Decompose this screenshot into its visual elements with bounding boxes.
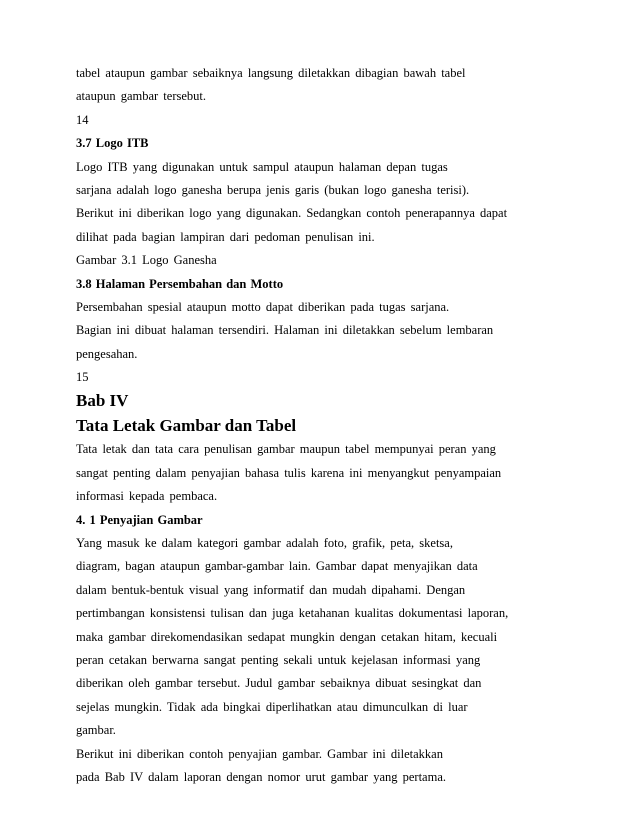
text-line: sarjana adalah logo ganesha berupa jenis garis (bukan logo ganesha terisi). <box>76 182 470 197</box>
text-line: ataupun gambar tersebut. <box>76 89 206 104</box>
section-heading: 4. 1 Penyajian Gambar <box>76 512 203 527</box>
text-line: pengesahan. <box>76 346 138 361</box>
text-line: dilihat pada bagian lampiran dari pedoman penulisan ini. <box>76 229 375 244</box>
text-line: gambar. <box>76 723 116 738</box>
text-line: sejelas mungkin. Tidak ada bingkai diperlihatkan atau dimunculkan di luar <box>76 699 468 714</box>
chapter-title: Tata Letak Gambar dan Tabel <box>76 415 297 435</box>
text-line: sangat penting dalam penyajian bahasa tulis karena ini menyangkut penyampaian <box>76 465 502 480</box>
text-line: diberikan oleh gambar tersebut. Judul gambar sebaiknya dibuat sesingkat dan <box>76 676 482 691</box>
figure-caption: Gambar 3.1 Logo Ganesha <box>76 253 217 268</box>
document-page <box>76 62 596 789</box>
text-line: Yang masuk ke dalam kategori gambar adalah foto, grafik, peta, sketsa, <box>76 536 453 551</box>
text-line: diagram, bagan ataupun gambar-gambar lain. Gambar dapat menyajikan data <box>76 559 478 574</box>
text-line: Berikut ini diberikan contoh penyajian gambar. Gambar ini diletakkan <box>76 746 443 761</box>
text-line: pada Bab IV dalam laporan dengan nomor urut gambar yang pertama. <box>76 769 446 784</box>
text-line: pertimbangan konsistensi tulisan dan juga ketahanan kualitas dokumentasi laporan, <box>76 606 509 621</box>
text-line: Bagian ini dibuat halaman tersendiri. Halaman ini diletakkan sebelum lembaran <box>76 323 494 338</box>
section-heading: 3.8 Halaman Persembahan dan Motto <box>76 276 284 291</box>
text-line: maka gambar direkomendasikan sedapat mungkin dengan cetakan hitam, kecuali <box>76 629 498 644</box>
page-number: 14 <box>76 112 89 127</box>
text-line: Tata letak dan tata cara penulisan gambar maupun tabel mempunyai peran yang <box>76 442 496 457</box>
text-line: dalam bentuk-bentuk visual yang informatif dan mudah dipahami. Dengan <box>76 582 466 597</box>
section-heading: 3.7 Logo ITB <box>76 136 149 151</box>
text-line: Logo ITB yang digunakan untuk sampul ataupun halaman depan tugas <box>76 159 448 174</box>
text-line: informasi kepada pembaca. <box>76 489 218 504</box>
text-line: peran cetakan berwarna sangat penting sekali untuk kejelasan informasi yang <box>76 652 481 667</box>
chapter-number: Bab IV <box>76 391 129 411</box>
text-line: Berikut ini diberikan logo yang digunakan. Sedangkan contoh penerapannya dapat <box>76 206 508 221</box>
page-number: 15 <box>76 370 89 385</box>
text-line: tabel ataupun gambar sebaiknya langsung diletakkan dibagian bawah tabel <box>76 66 466 80</box>
text-line: Persembahan spesial ataupun motto dapat diberikan pada tugas sarjana. <box>76 299 450 314</box>
